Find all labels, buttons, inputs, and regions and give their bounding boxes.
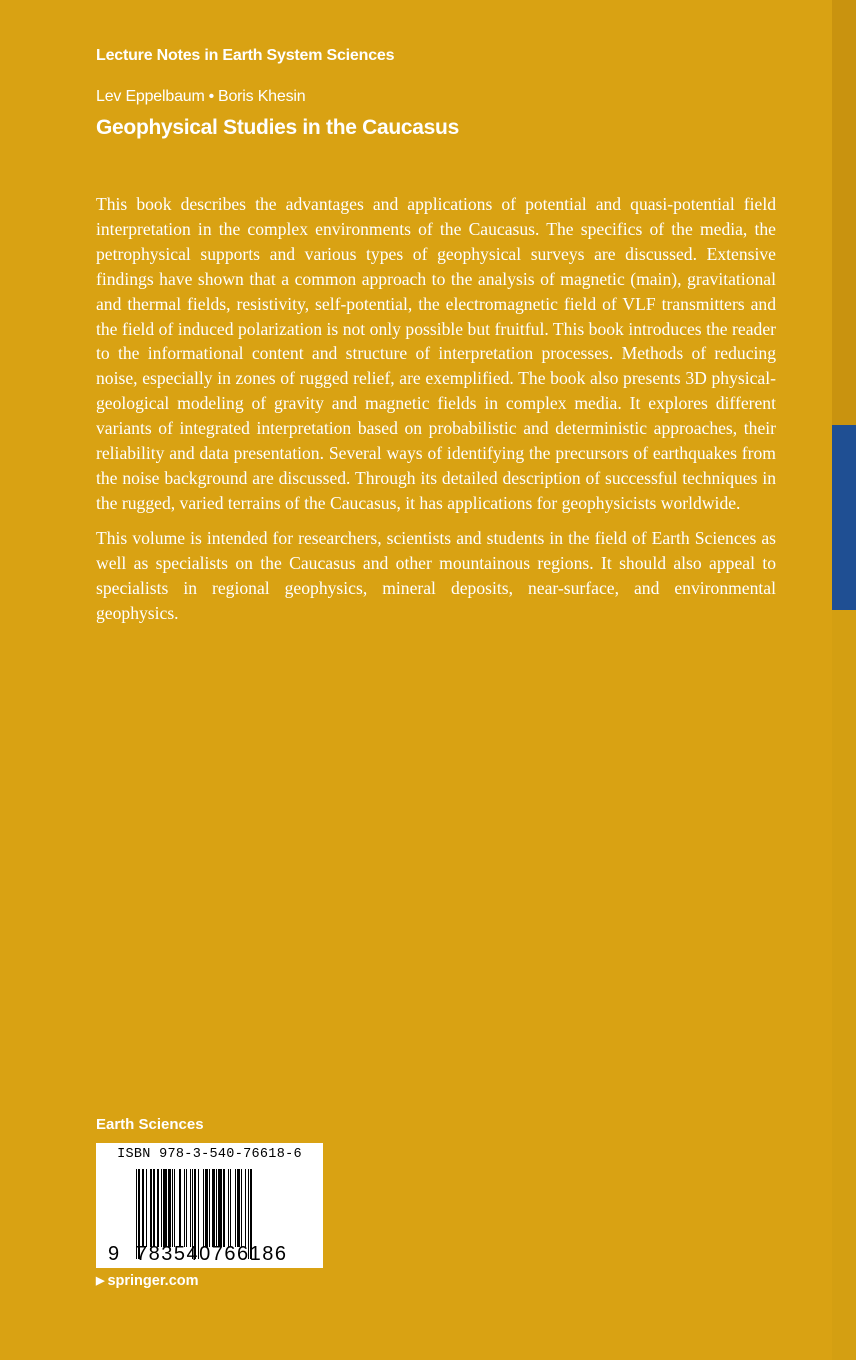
isbn-barcode	[96, 1143, 323, 1268]
subject-category: Earth Sciences	[96, 1116, 204, 1133]
authors-line	[96, 88, 305, 106]
author-name: Lev Eppelbaum	[96, 88, 205, 105]
author-separator: •	[208, 88, 214, 105]
barcode-space	[252, 1169, 253, 1247]
isbn-label: ISBN 978-3-540-76618-6	[117, 1147, 302, 1162]
barcode-bars	[136, 1169, 306, 1247]
publisher-link[interactable]	[96, 1273, 199, 1289]
spine-segment-lower	[832, 610, 856, 1360]
description-paragraph: This volume is intended for researchers, scientists and students in the field of Earth Sciences as well as specialists on the Caucasus and other mountainous regions. It should also appeal to specialists in regional geophysics, mineral deposits, near-surface, and environmental geophysics.	[96, 527, 776, 623]
description-paragraph: This book describes the advantages and applications of potential and quasi-potential field interpretation in the complex environments of the Caucasus. The specifics of the media, the petrophysical supports and various types of geophysical surveys are discussed. Extensive findings have shown that a common approach to the analysis of magnetic (main), gravitational and thermal fields, resistivity, self-potential, the electromagnetic field of VLF transmitters and the field of induced polarization is not only possible but fruitful. This book introduces the reader to the informational content and structure of interpretation processes. Methods of reducing noise, especially in zones of rugged relief, are exemplified. The book also presents 3D physical-geological modeling of gravity and magnetic fields in complex media. It explores different variants of integrated interpretation based on probabilistic and deterministic approaches, their reliability and data presentation. Several ways of identifying the precursors of earthquakes from the noise background are discussed. Through its detailed description of successful techniques in the rugged, varied terrains of the Caucasus, it has applications for geophysicists worldwide.	[96, 194, 776, 513]
spine-edge	[832, 0, 856, 1360]
ean-first-digit: 9	[108, 1243, 121, 1265]
book-title: Geophysical Studies in the Caucasus	[96, 116, 459, 139]
spine-segment-blue	[832, 425, 856, 610]
publisher-url: springer.com	[107, 1273, 199, 1289]
series-title: Lecture Notes in Earth System Sciences	[96, 47, 395, 64]
description	[96, 192, 776, 635]
author-name: Boris Khesin	[218, 88, 306, 105]
triangle-right-icon: ▶	[96, 1275, 105, 1287]
ean-remaining-digits: 783540766186	[136, 1243, 288, 1265]
spine-segment-upper	[832, 0, 856, 425]
